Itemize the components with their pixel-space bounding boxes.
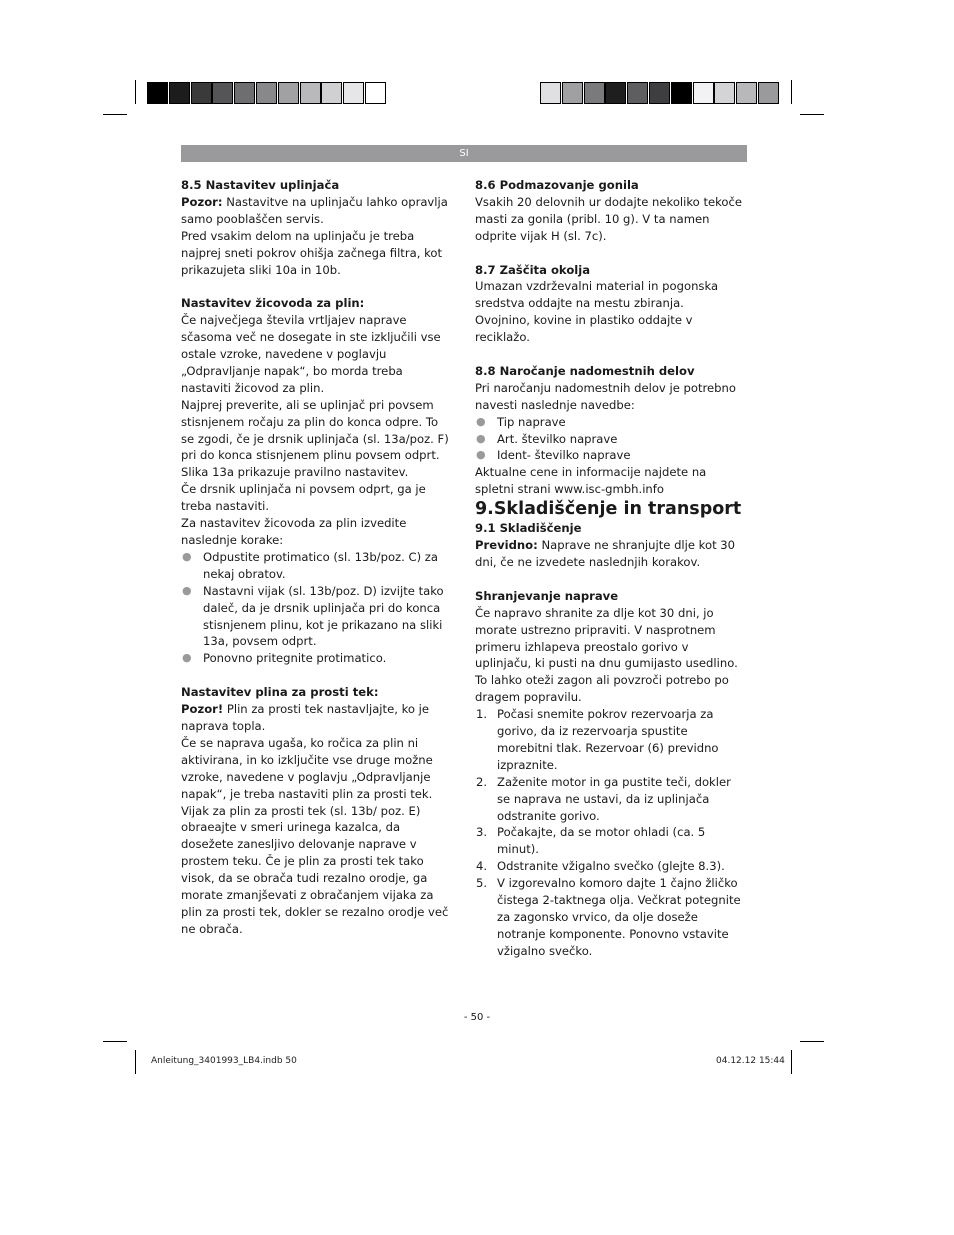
- crop-mark: [800, 114, 824, 115]
- subsection-title: Nastavitev žicovoda za plin:: [181, 296, 365, 311]
- list-item: ● Nastavni vijak (sl. 13b/poz. D) izvijte tako daleč, da je drsnik uplinjača pri do konca stisnjenem plinu, kot je prikazano na sliki 13a, povsem odprt.: [182, 583, 444, 649]
- section-title: 9.1 Skladiščenje: [475, 521, 582, 536]
- numbered-item: 2. Zaženite motor in ga pustite teči, dokler se naprava ne ustavi, da iz uplinjača odstranite gorivo.: [476, 774, 731, 823]
- color-swatch: [736, 82, 757, 104]
- color-swatch: [365, 82, 386, 104]
- numbered-item: 4. Odstranite vžigalno svečko (glejte 8.3).: [476, 859, 725, 874]
- numbered-item: 1. Počasi snemite pokrov rezervoarja za gorivo, da iz rezervoarja spustite morebitni tlak. Rezervoar (6) previdno izpraznite.: [476, 707, 719, 772]
- section-title: 8.5 Nastavitev uplinjača: [181, 178, 340, 192]
- color-swatch: [169, 82, 190, 104]
- paragraph: Če se naprava ugaša, ko ročica za plin ni aktivirana, in ko izključite vse druge možne vzroke, navedene v poglavju „Odpravljanje napak“, je treba nastaviti plin za prosti tek. Vijak za plin za prosti tek (sl. 13b/ poz. E) obraeajte v smeri urinega kazalca, da dosežete zanesljivo delovanje naprave v prostem teku. Če je plin za prosti tek tako visok, da se obrača tudi rezalno orodje, ga morate zmanjševati z obračanjem vijaka za plin za prosti tek, dokler se rezalno orodje več ne obrača.: [181, 735, 449, 936]
- section-title: 8.7 Zaščita okolja: [475, 262, 591, 277]
- paragraph: Če drsnik uplinjača ni povsem odprt, ga je treba nastaviti.: [181, 482, 426, 514]
- paragraph: Previdno: Naprave ne shranjujte dlje kot 30 dni, če ne izvedete naslednjih korakov.: [475, 538, 736, 569]
- color-swatch: [693, 82, 714, 104]
- paragraph: Vsakih 20 delovnih ur dodajte nekoliko tekoče masti za gonila (pribl. 10 g). V ta namen odprite vijak H (sl. 7c).: [475, 194, 743, 243]
- paragraph: Za nastavitev žicovoda za plin izvedite naslednje korake:: [181, 516, 407, 548]
- color-swatch: [627, 82, 648, 104]
- color-swatch: [671, 82, 692, 104]
- list-item: ● Ponovno pritegnite protimatico.: [182, 651, 387, 666]
- crop-mark: [791, 80, 792, 104]
- paragraph: Najprej preverite, ali se uplinjač pri povsem stisnjenem ročaju za plin do konca odpre. To se zgodi, če je drsnik uplinjača (sl. 13a/poz. F) pri do konca stisnjenem plinu povsem odprt.: [181, 397, 449, 463]
- color-swatch: [758, 82, 779, 104]
- color-swatch: [343, 82, 364, 104]
- paragraph: Slika 13a prikazuje pravilno nastavitev.: [181, 465, 409, 480]
- bullet-icon: ●: [182, 651, 192, 665]
- color-swatch: [605, 82, 626, 104]
- color-swatch: [714, 82, 735, 104]
- crop-mark: [791, 1050, 792, 1074]
- color-swatch: [300, 82, 321, 104]
- footer-timestamp: 04.12.12 15:44: [716, 1056, 785, 1066]
- list-item: ● Odpustite protimatico (sl. 13b/poz. C) za nekaj obratov.: [182, 549, 438, 581]
- numbered-item: 5. V izgorevalno komoro dajte 1 čajno žličko čistega 2-taktnega olja. Večkrat potegnite za zagonsko vrvico, da olje doseže notranje komponente. Ponovno vstavite vžigalno svečko.: [476, 876, 741, 958]
- crop-mark: [800, 1041, 824, 1042]
- language-tab: SI: [181, 145, 747, 162]
- color-swatch: [584, 82, 605, 104]
- color-swatch: [540, 82, 561, 104]
- paragraph: Če največjega števila vrtljajev naprave sčasoma več ne dosegate in ste izključili vse ostale vzroke, navedene v poglavju „Odpravljanje napak“, bo morda treba nastaviti žicovod za plin.: [181, 313, 441, 395]
- paragraph: To lahko oteži zagon ali povzroči potrebo po dragem popravilu.: [475, 673, 729, 705]
- paragraph: Umazan vzdrževalni material in pogonska sredstva oddajte na mestu zbiranja.: [475, 279, 719, 311]
- crop-mark: [135, 1050, 136, 1074]
- color-swatch: [256, 82, 277, 104]
- paragraph: Aktualne cene in informacije najdete na spletni strani www.isc-gmbh.info: [475, 465, 707, 497]
- list-item: ● Ident- številko naprave: [476, 448, 631, 463]
- color-swatch: [212, 82, 233, 104]
- color-swatch: [278, 82, 299, 104]
- section-title: 8.6 Podmazovanje gonila: [475, 178, 639, 192]
- paragraph: Če napravo shranite za dlje kot 30 dni, jo morate ustrezno pripraviti. V nasprotnem primeru izhlapeva preostalo gorivo v uplinjaču, ki pusti na dnu gumijasto usedlino.: [475, 605, 738, 671]
- bullet-icon: ●: [182, 549, 192, 563]
- paragraph: Ovojnino, kovine in plastiko oddajte v reciklažo.: [475, 313, 693, 345]
- paragraph: Pozor: Nastavitve na uplinjaču lahko opravlja samo pooblaščen servis.: [181, 194, 448, 226]
- color-swatch: [562, 82, 583, 104]
- crop-mark: [103, 114, 127, 115]
- footer-filename: Anleitung_3401993_LB4.indb 50: [151, 1056, 297, 1066]
- left-column: [181, 177, 453, 938]
- bullet-icon: ●: [476, 414, 486, 428]
- chapter-title: 9.Skladiščenje in transport: [475, 499, 742, 520]
- right-column: [475, 177, 747, 960]
- paragraph: Pozor! Plin za prosti tek nastavljajte, ko je naprava topla.: [181, 702, 430, 733]
- color-swatch: [234, 82, 255, 104]
- list-item: ● Art. številko naprave: [476, 431, 618, 446]
- section-title: 8.8 Naročanje nadomestnih delov: [475, 363, 695, 378]
- page-number: - 50 -: [463, 1012, 491, 1023]
- paragraph: Pri naročanju nadomestnih delov je potrebno navesti naslednje navedbe:: [475, 380, 736, 412]
- color-swatch: [191, 82, 212, 104]
- subsection-title: Nastavitev plina za prosti tek:: [181, 685, 379, 700]
- numbered-item: 3. Počakajte, da se motor ohladi (ca. 5 minut).: [476, 825, 706, 857]
- list-item: ● Tip naprave: [476, 414, 566, 429]
- crop-mark: [135, 80, 136, 104]
- crop-mark: [103, 1041, 127, 1042]
- color-swatch: [321, 82, 342, 104]
- color-swatch: [649, 82, 670, 104]
- subsection-title: Shranjevanje naprave: [475, 588, 619, 603]
- paragraph: Pred vsakim delom na uplinjaču je treba najprej sneti pokrov ohišja začnega filtra, kot prikazujeta sliki 10a in 10b.: [181, 228, 443, 277]
- bullet-icon: ●: [476, 448, 486, 462]
- bullet-icon: ●: [182, 583, 192, 597]
- bullet-icon: ●: [476, 431, 486, 445]
- color-swatch: [147, 82, 168, 104]
